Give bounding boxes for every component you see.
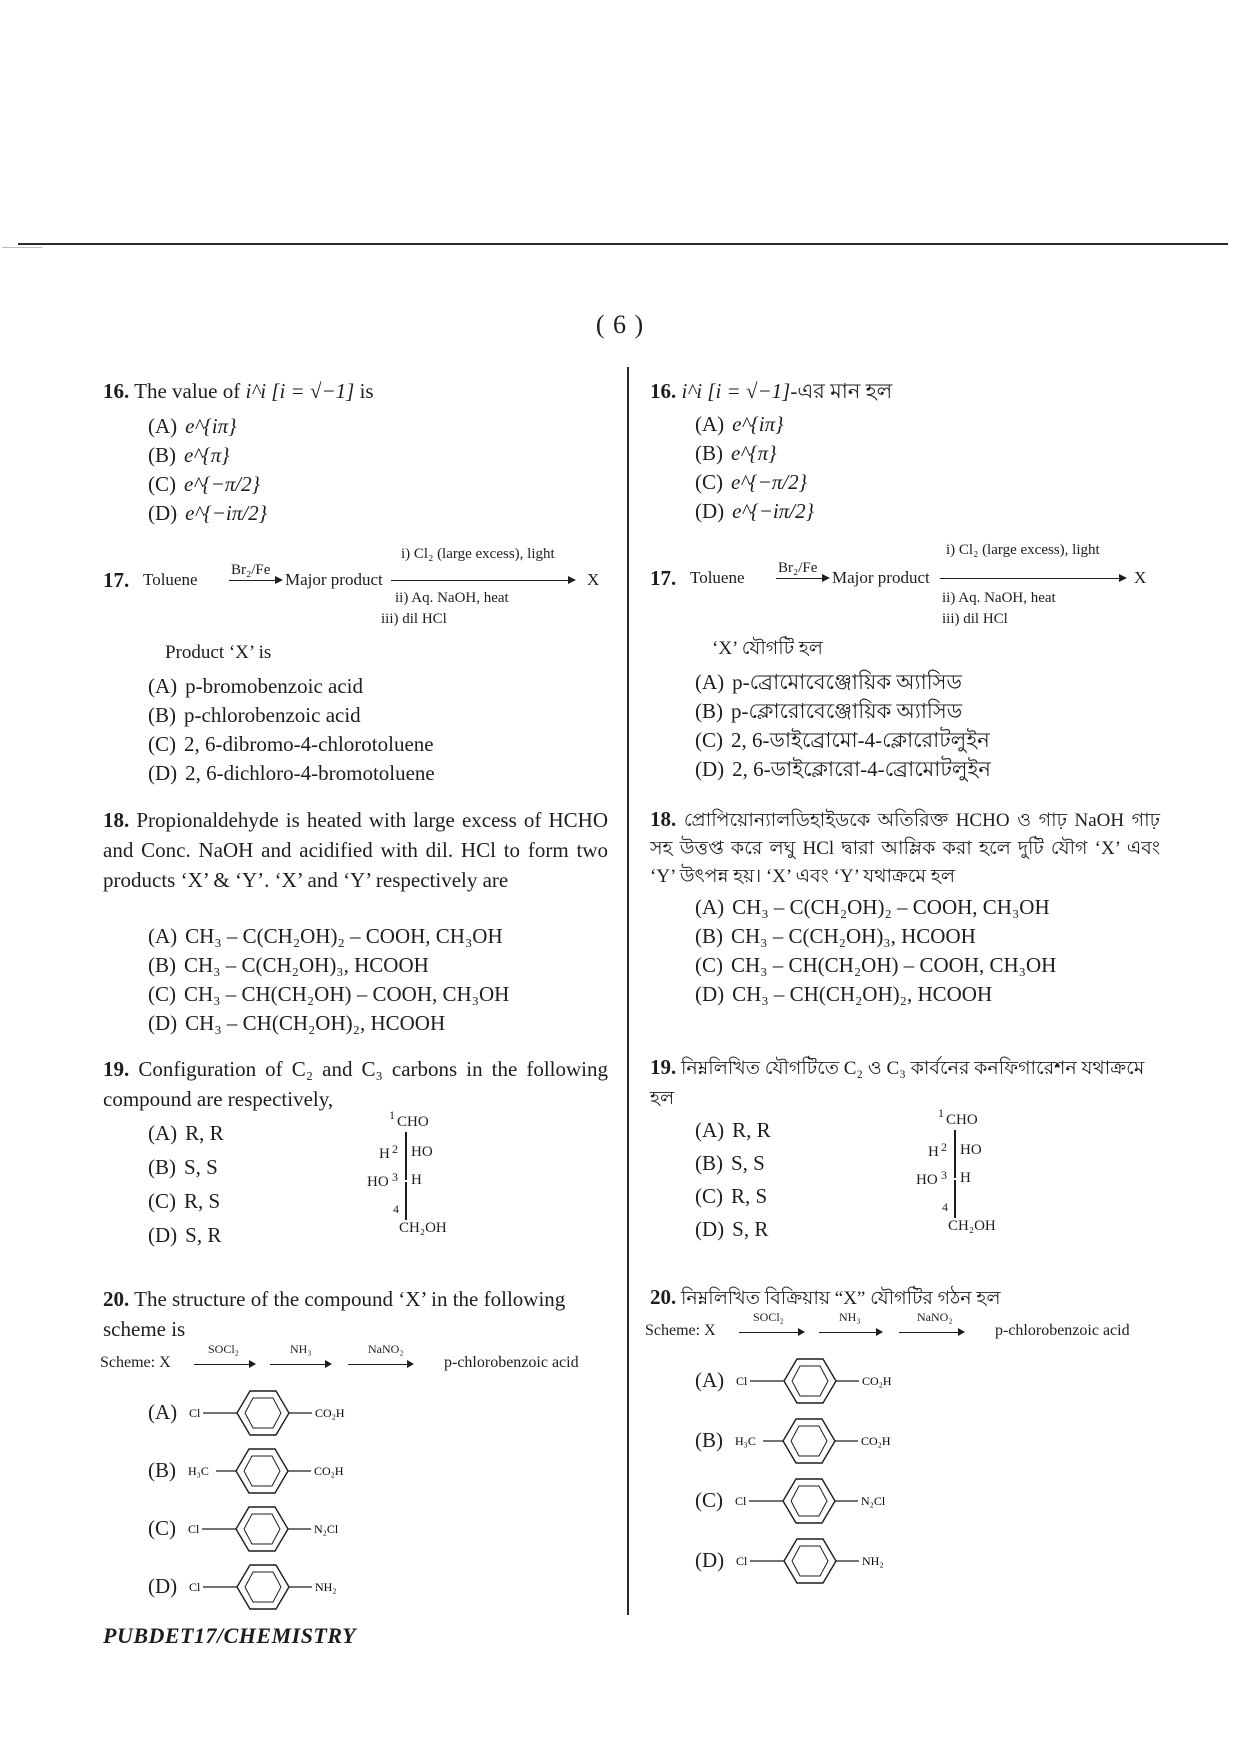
option-value: S, R [185, 1223, 222, 1247]
question-number: 18. [650, 807, 677, 831]
option-label: (D) [148, 1573, 178, 1598]
option-a[interactable] [148, 922, 509, 951]
reagent: NaNO₂ [368, 1342, 404, 1356]
option-value: e^{π} [731, 441, 777, 465]
option-value: 2, 6-dichloro-4-bromotoluene [185, 761, 435, 785]
structure-option-d[interactable] [148, 1560, 362, 1612]
substituent-left: Cl [736, 1554, 748, 1568]
carbon-number: 1 [389, 1108, 395, 1122]
option-c[interactable] [695, 951, 1056, 980]
option-label: (B) [695, 1151, 723, 1175]
reagent: NaNO₂ [917, 1310, 953, 1324]
reagent: NH₃ [839, 1310, 861, 1324]
option-b[interactable] [148, 1150, 224, 1184]
option-label: (A) [695, 1118, 725, 1142]
option-label: (B) [148, 953, 176, 977]
option-d[interactable] [695, 497, 814, 526]
question-stem: ‘X’ যৌগটি হল [712, 638, 823, 659]
substituent-left: Cl [188, 1522, 200, 1536]
q16-options [148, 412, 267, 528]
header-rule [18, 243, 1228, 245]
q19-options [148, 1116, 224, 1252]
option-label: (D) [148, 501, 178, 525]
option-d[interactable] [148, 759, 435, 788]
substituent-left: Cl [189, 1406, 201, 1420]
group-ho: HO [367, 1174, 389, 1190]
option-b[interactable] [695, 1147, 771, 1180]
question-text: Configuration of C₂ and C₃ carbons in the following compound are respectively, [103, 1057, 609, 1111]
option-value: CH₃ – CH(CH₂OH) – COOH, CH₃OH [184, 982, 510, 1006]
structure-option-a[interactable] [695, 1354, 909, 1406]
aromatic-bonds [791, 1486, 827, 1516]
option-b[interactable] [148, 951, 509, 980]
option-value: R, S [184, 1189, 221, 1213]
option-a[interactable] [695, 668, 991, 697]
carbon-number: 2 [392, 1142, 398, 1156]
question-text: -এর মান হল [790, 379, 893, 403]
benzene-structure [733, 1474, 908, 1526]
option-label: (D) [695, 499, 725, 523]
carbon-number: 4 [393, 1202, 399, 1216]
scheme-product: p-chlorobenzoic acid [995, 1322, 1130, 1339]
option-c[interactable] [148, 470, 267, 499]
carbon-number: 2 [941, 1140, 947, 1154]
carbon-number: 4 [942, 1200, 948, 1214]
option-a[interactable] [148, 412, 267, 441]
question-text-tail: is [359, 379, 374, 403]
option-value: e^{iπ} [732, 412, 784, 436]
aromatic-bonds [791, 1426, 827, 1456]
substituent-right: N₂Cl [314, 1522, 339, 1536]
question-text: Propionaldehyde is heated with large excess of HCHO and Conc. NaOH and acidified with dil. HCl to form two products ‘X’ & ‘Y’. ‘X’ and ‘Y’ respectively are [103, 808, 609, 892]
option-a[interactable] [148, 672, 435, 701]
substituent-right: CO₂H [314, 1464, 344, 1478]
option-d[interactable] [695, 755, 991, 784]
scheme-product: p-chlorobenzoic acid [444, 1354, 579, 1371]
option-label: (A) [695, 895, 725, 919]
option-value: S, S [184, 1155, 218, 1179]
aromatic-bonds [792, 1366, 828, 1396]
reagent: Br₂/Fe [231, 562, 271, 578]
question-number: 16. [103, 379, 130, 403]
option-c[interactable] [695, 468, 814, 497]
option-value: 2, 6-ডাইক্লোরো-4-ব্রোমোটলুইন [732, 757, 991, 781]
option-label: (C) [695, 1487, 723, 1512]
option-d[interactable] [695, 980, 1056, 1009]
group-ho: HO [960, 1142, 982, 1158]
q20-scheme [645, 1310, 1155, 1348]
structure-option-c[interactable] [148, 1502, 361, 1554]
benzene-structure [187, 1386, 362, 1438]
option-label: (C) [695, 728, 723, 752]
question-20 [650, 1282, 1160, 1314]
option-a[interactable] [148, 1116, 224, 1150]
option-label: (D) [148, 1011, 178, 1035]
question-number: 20. [103, 1287, 130, 1311]
option-a[interactable] [695, 893, 1056, 922]
option-label: (B) [148, 703, 176, 727]
aromatic-bonds [245, 1572, 281, 1602]
aromatic-bonds [245, 1398, 281, 1428]
question-19 [650, 1052, 1160, 1114]
option-label: (C) [695, 1184, 723, 1208]
group-ho: HO [411, 1144, 433, 1160]
option-value: R, R [185, 1121, 224, 1145]
option-label: (B) [695, 441, 723, 465]
option-label: (D) [695, 757, 725, 781]
q17-options [148, 672, 435, 788]
scheme-label: Scheme: X [645, 1322, 716, 1339]
reagent: NH₃ [290, 1342, 312, 1356]
option-b[interactable] [148, 441, 267, 470]
question-20 [103, 1284, 608, 1344]
option-value: p-chlorobenzoic acid [184, 703, 361, 727]
bond [405, 1156, 407, 1180]
question-16 [103, 376, 603, 406]
reaction-arrow [194, 1364, 254, 1365]
option-value: S, S [731, 1151, 765, 1175]
option-value: R, S [731, 1184, 768, 1208]
q16-options [695, 410, 814, 526]
option-d[interactable] [695, 1213, 771, 1246]
substituent-right: NH₂ [862, 1554, 884, 1568]
option-d[interactable] [148, 1218, 224, 1252]
reaction-arrow [270, 1364, 330, 1365]
aromatic-bonds [792, 1546, 828, 1576]
question-number: 17. [650, 566, 677, 590]
fischer-projection [363, 1108, 473, 1242]
option-value: e^{−π/2} [184, 472, 261, 496]
option-a[interactable] [695, 1114, 771, 1147]
q18-options [148, 922, 509, 1038]
option-value: p-bromobenzoic acid [185, 674, 363, 698]
reaction-arrow [899, 1332, 963, 1333]
structure-option-c[interactable] [695, 1474, 908, 1526]
benzene-structure [734, 1534, 909, 1586]
substituent-left: Cl [735, 1494, 747, 1508]
option-value: CH₃ – C(CH₂OH)₃, HCOOH [731, 924, 976, 948]
q18-options [695, 893, 1056, 1009]
question-stem: Product ‘X’ is [165, 642, 272, 663]
reactant: Toluene [690, 568, 745, 587]
condition-1: i) Cl₂ (large excess), light [401, 546, 555, 562]
question-19 [103, 1054, 608, 1114]
question-text: The value of [134, 379, 241, 403]
option-d[interactable] [148, 1009, 509, 1038]
question-number: 16. [650, 379, 677, 403]
option-label: (C) [148, 472, 176, 496]
carbon-number: 3 [392, 1170, 398, 1184]
option-label: (D) [148, 761, 178, 785]
option-label: (D) [695, 1547, 725, 1572]
option-a[interactable] [695, 410, 814, 439]
reagent: SOCl₂ [208, 1342, 239, 1356]
option-label: (D) [695, 1217, 725, 1241]
condition-3: iii) dil HCl [942, 611, 1008, 627]
option-value: 2, 6-dibromo-4-chlorotoluene [184, 732, 434, 756]
question-18 [650, 805, 1160, 891]
question-number: 20. [650, 1285, 677, 1309]
bond [954, 1180, 956, 1218]
substituent-right: N₂Cl [861, 1494, 886, 1508]
option-label: (B) [148, 443, 176, 467]
structure-option-a[interactable] [148, 1386, 362, 1438]
reaction-arrow [391, 580, 574, 581]
option-label: (A) [148, 674, 178, 698]
reaction-arrow [776, 578, 828, 579]
group-h: H [411, 1172, 422, 1188]
bond [954, 1130, 956, 1154]
question-text: প্রোপিয়োন্যালডিহাইডকে অতিরিক্ত HCHO ও গাঢ় NaOH গাঢ় সহ উত্তপ্ত করে লঘু HCl দ্বারা আম্লিক করা হলে দুটি যৌগ ‘X’ এবং ‘Y’ উৎপন্ন হয়। ‘X’ এবং ‘Y’ যথাক্রমে হল [650, 810, 1160, 887]
question-number: 18. [103, 808, 130, 832]
substituent-right: CO₂H [861, 1434, 891, 1448]
group-h: H [928, 1144, 939, 1160]
option-value: CH₃ – CH(CH₂OH)₂, HCOOH [185, 1011, 446, 1035]
option-label: (A) [148, 924, 178, 948]
carbon-number: 1 [938, 1106, 944, 1120]
option-value: e^{iπ} [185, 414, 237, 438]
group-h: H [960, 1170, 971, 1186]
option-value: e^{−π/2} [731, 470, 808, 494]
benzene-structure [186, 1502, 361, 1554]
condition-1: i) Cl₂ (large excess), light [946, 542, 1100, 558]
option-value: CH₃ – C(CH₂OH)₃, HCOOH [184, 953, 429, 977]
option-value: e^{−iπ/2} [185, 501, 267, 525]
substituent-right: CO₂H [862, 1374, 892, 1388]
reaction-arrow [229, 580, 281, 581]
substituent-left: H₃C [188, 1464, 209, 1478]
group-cho: CHO [946, 1112, 978, 1128]
reactant: Toluene [143, 570, 198, 589]
question-text: The structure of the compound ‘X’ in the following scheme is [103, 1287, 566, 1341]
scheme-label: Scheme: X [100, 1354, 171, 1371]
option-label: (D) [148, 1223, 178, 1247]
option-label: (A) [695, 670, 725, 694]
option-value: p-ক্লোরোবেঞ্জোয়িক অ্যাসিড [731, 699, 963, 723]
option-b[interactable] [695, 922, 1056, 951]
benzene-structure [734, 1354, 909, 1406]
option-label: (C) [148, 1189, 176, 1213]
option-label: (A) [148, 1399, 178, 1424]
option-value: e^{−iπ/2} [732, 499, 814, 523]
option-value: e^{π} [184, 443, 230, 467]
option-label: (A) [148, 414, 178, 438]
substituent-right: CO₂H [315, 1406, 345, 1420]
option-label: (B) [148, 1457, 176, 1482]
substituent-left: Cl [189, 1580, 201, 1594]
scan-mark [2, 247, 42, 248]
option-b[interactable] [695, 697, 991, 726]
substituent-left: Cl [736, 1374, 748, 1388]
option-label: (C) [148, 732, 176, 756]
benzene-structure [187, 1560, 362, 1612]
option-label: (C) [148, 982, 176, 1006]
product: X [587, 570, 600, 589]
question-number: 17. [103, 568, 130, 592]
reaction-arrow [819, 1332, 881, 1333]
option-label: (C) [695, 470, 723, 494]
option-label: (B) [695, 1427, 723, 1452]
bond [954, 1154, 956, 1178]
fischer-projection [912, 1106, 1022, 1240]
benzene-structure [186, 1444, 361, 1496]
condition-3: iii) dil HCl [381, 611, 447, 627]
question-text: নিম্নলিখিত বিক্রিয়ায় “X” যৌগটির গঠন হল [681, 1288, 1001, 1309]
option-value: p-ব্রোমোবেঞ্জোয়িক অ্যাসিড [732, 670, 963, 694]
q17-reaction [103, 540, 603, 630]
question-number: 19. [103, 1057, 130, 1081]
benzene-structure [733, 1414, 908, 1466]
aromatic-bonds [244, 1514, 280, 1544]
reaction-arrow [739, 1332, 803, 1333]
group-cho: CHO [397, 1114, 429, 1130]
option-label: (D) [695, 982, 725, 1006]
option-value: CH₃ – CH(CH₂OH) – COOH, CH₃OH [731, 953, 1057, 977]
group-ch2oh: CH₂OH [948, 1218, 996, 1234]
structure-option-b[interactable] [148, 1444, 361, 1496]
option-value: 2, 6-ডাইব্রোমো-4-ক্লোরোটলুইন [731, 728, 990, 752]
intermediate: Major product [285, 570, 383, 589]
math-expression: i^i [i = √−1] [681, 379, 791, 403]
substituent-right: NH₂ [315, 1580, 337, 1594]
q17-options [695, 668, 991, 784]
math-expression: i^i [i = √−1] [245, 379, 355, 403]
structure-option-d[interactable] [695, 1534, 909, 1586]
option-d[interactable] [148, 499, 267, 528]
option-c[interactable] [695, 726, 991, 755]
reagent: Br₂/Fe [778, 560, 818, 576]
option-label: (C) [148, 1515, 176, 1540]
bond [405, 1182, 407, 1220]
product: X [1134, 568, 1147, 587]
option-b[interactable] [695, 439, 814, 468]
structure-option-b[interactable] [695, 1414, 908, 1466]
column-divider [627, 367, 629, 1615]
option-label: (B) [695, 924, 723, 948]
reaction-arrow [348, 1364, 412, 1365]
option-label: (A) [695, 412, 725, 436]
option-label: (B) [148, 1155, 176, 1179]
option-value: CH₃ – CH(CH₂OH)₂, HCOOH [732, 982, 993, 1006]
page-number: ( 6 ) [595, 310, 645, 339]
option-label: (C) [695, 953, 723, 977]
substituent-left: H₃C [735, 1434, 756, 1448]
option-c[interactable] [148, 1184, 224, 1218]
carbon-number: 3 [941, 1168, 947, 1182]
option-value: R, R [732, 1118, 771, 1142]
option-value: CH₃ – C(CH₂OH)₂ – COOH, CH₃OH [732, 895, 1050, 919]
question-16 [650, 376, 1160, 406]
reaction-arrow [940, 578, 1125, 579]
question-number: 19. [650, 1055, 677, 1079]
option-label: (B) [695, 699, 723, 723]
option-c[interactable] [148, 730, 435, 759]
q19-options [695, 1114, 771, 1246]
q17-reaction [650, 536, 1150, 626]
footer-code: PUBDET17/CHEMISTRY [103, 1623, 357, 1648]
question-18 [103, 805, 608, 895]
option-value: CH₃ – C(CH₂OH)₂ – COOH, CH₃OH [185, 924, 503, 948]
q20-scheme [100, 1342, 610, 1380]
option-label: (A) [695, 1367, 725, 1392]
reagent: SOCl₂ [753, 1310, 784, 1324]
condition-2: ii) Aq. NaOH, heat [395, 590, 509, 606]
option-c[interactable] [148, 980, 509, 1009]
group-ho: HO [916, 1172, 938, 1188]
option-c[interactable] [695, 1180, 771, 1213]
option-value: S, R [732, 1217, 769, 1241]
group-ch2oh: CH₂OH [399, 1220, 447, 1236]
aromatic-bonds [244, 1456, 280, 1486]
question-text: নিম্নলিখিত যৌগটিতে C₂ ও C₃ কার্বনের কনফিগারেশন যথাক্রমে হল [650, 1058, 1145, 1109]
bond [405, 1132, 407, 1156]
option-b[interactable] [148, 701, 435, 730]
intermediate: Major product [832, 568, 930, 587]
group-h: H [379, 1146, 390, 1162]
condition-2: ii) Aq. NaOH, heat [942, 590, 1056, 606]
option-label: (A) [148, 1121, 178, 1145]
